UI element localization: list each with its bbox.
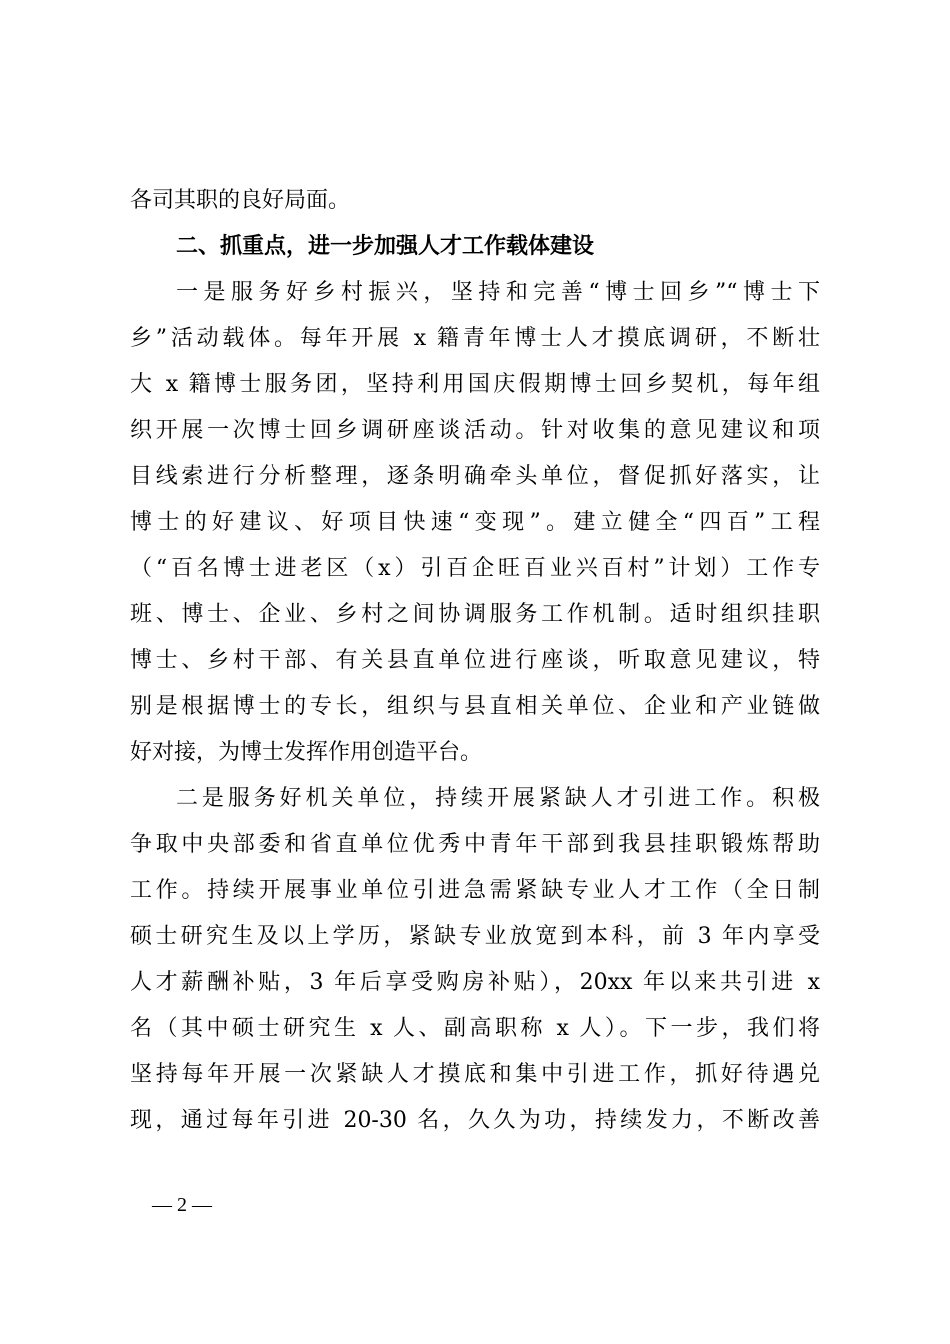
section-heading: 二、抓重点，进一步加强人才工作载体建设: [176, 234, 595, 259]
paragraph-line: 现，通过每年引进 20-30 名，久久为功，持续发力，不断改善: [130, 1108, 820, 1133]
paragraph-line: 二是服务好机关单位，持续开展紧缺人才引进工作。积极: [176, 786, 820, 811]
paragraph-line: 人才薪酬补贴，3 年后享受购房补贴），20xx 年以来共引进 x: [130, 970, 820, 995]
paragraph-line: 工作。持续开展事业单位引进急需紧缺专业人才工作（全日制: [130, 878, 820, 903]
paragraph-line: （“百名博士进老区（x）引百企旺百业兴百村”计划）工作专: [130, 556, 820, 581]
paragraph-line: 博士、乡村干部、有关县直单位进行座谈，听取意见建议，特: [130, 648, 820, 673]
paragraph-line: 织开展一次博士回乡调研座谈活动。针对收集的意见建议和项: [130, 418, 820, 443]
paragraph-line: 目线索进行分析整理，逐条明确牵头单位，督促抓好落实，让: [130, 464, 820, 489]
paragraph-line: 名（其中硕士研究生 x 人、副高职称 x 人）。下一步，我们将: [130, 1016, 820, 1041]
paragraph-line: 班、博士、企业、乡村之间协调服务工作机制。适时组织挂职: [130, 602, 820, 627]
paragraph-line: 乡”活动载体。每年开展 x 籍青年博士人才摸底调研，不断壮: [130, 326, 820, 351]
paragraph-line: 大 x 籍博士服务团，坚持利用国庆假期博士回乡契机，每年组: [130, 372, 820, 397]
page-number: — 2 —: [152, 1194, 212, 1216]
paragraph-line: 一是服务好乡村振兴，坚持和完善“博士回乡”“博士下: [176, 280, 820, 305]
paragraph-line: 好对接，为博士发挥作用创造平台。: [130, 740, 483, 765]
paragraph-line: 坚持每年开展一次紧缺人才摸底和集中引进工作，抓好待遇兑: [130, 1062, 820, 1087]
paragraph-line: 争取中央部委和省直单位优秀中青年干部到我县挂职锻炼帮助: [130, 832, 820, 857]
paragraph-line: 硕士研究生及以上学历，紧缺专业放宽到本科，前 3 年内享受: [130, 924, 820, 949]
paragraph-line: 各司其职的良好局面。: [130, 188, 351, 213]
paragraph-line: 博士的好建议、好项目快速“变现”。建立健全“四百”工程: [130, 510, 820, 535]
paragraph-line: 别是根据博士的专长，组织与县直相关单位、企业和产业链做: [130, 694, 820, 719]
